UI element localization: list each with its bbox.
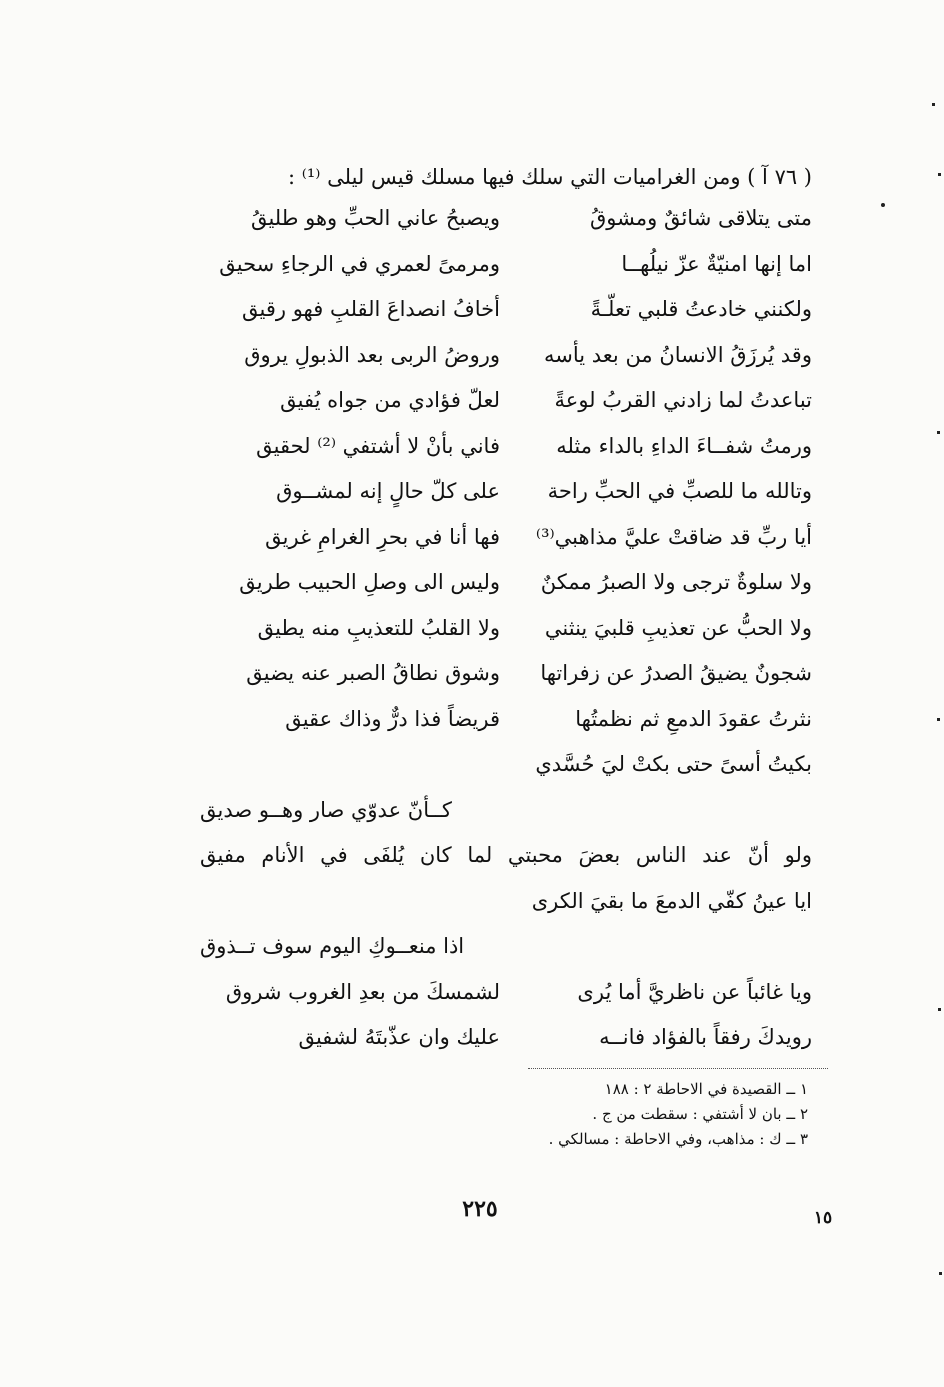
verse-second-hemistich: أخافُ انصداعَ القلبِ فهو رقيق [242, 297, 500, 321]
verse-second-hemistich: وروضُ الربى بعد الذبولِ يروق [244, 342, 500, 367]
verse-full-line: اذا منعــوكِ اليوم سوف تــذوق [200, 934, 465, 958]
poem-line [200, 926, 812, 972]
scan-mark [937, 718, 940, 721]
scan-mark [932, 103, 935, 106]
poem-line [200, 517, 812, 563]
verse-first-hemistich: ورمتُ شفــاءَ الداءِ بالداء مثله [556, 433, 812, 458]
page-number: ٢٢٥ [462, 1196, 498, 1222]
verse-first-hemistich: وقد يُرزَقُ الانسانُ من بعد يأسه [544, 342, 812, 367]
verse-full-line: كــأنّ عدوّي صار وهــو صديق [200, 797, 452, 822]
verse-first-hemistich: شجونٌ يضيقُ الصدرُ عن زفراتها [540, 661, 812, 685]
poem-line [200, 198, 812, 244]
scan-mark [939, 1272, 942, 1275]
poem-line [200, 608, 812, 654]
poem-line [200, 335, 812, 381]
poem-line [200, 881, 812, 927]
verse-second-hemistich: ومرمىً لعمري في الرجاءِ سحيق [219, 251, 500, 276]
scan-mark [881, 203, 885, 207]
verse-second-hemistich: عليك وان عذّبتَهُ لشفيق [298, 1025, 500, 1049]
verse-first-hemistich: اما إنها امنيّةٌ عزّ نيلُهــا [621, 251, 812, 276]
verse-second-hemistich: وشوق نطاقُ الصبر عنه يضيق [246, 661, 500, 685]
verse-second-hemistich: ويصبحُ عاني الحبِّ وهو طليقُ [250, 206, 500, 230]
footnote-divider [528, 1068, 828, 1069]
poem-line [200, 244, 812, 290]
verse-second-hemistich: على كلّ حالٍ إنه لمشــوق [276, 479, 500, 503]
verse-full-line: ولو أنّ عند الناس بعضَ محبتي لما كان يُلفَى في الأنام مفيق [200, 843, 812, 867]
verse-first-hemistich: نثرتُ عقودَ الدمعِ ثم نظمتُها [575, 706, 812, 731]
verse-second-hemistich: لعلّ فؤادي من جواه يُفيق [280, 388, 500, 412]
scan-mark [937, 431, 940, 434]
verse-second-hemistich: فاني بأنْ لا أشتفي ⁽²⁾ لحقيق [256, 433, 500, 458]
verse-first-hemistich: ولا سلوةٌ ترجى ولا الصبرُ ممكنٌ [540, 570, 812, 594]
poem-line [200, 790, 812, 836]
poem-line [200, 426, 812, 472]
verse-first-hemistich: أيا ربِّ قد ضاقتْ عليَّ مذاهبي⁽³⁾ [535, 524, 812, 549]
footnote-3: ٣ ــ ك : مذاهب، وفي الاحاطة : مسالكي . [548, 1130, 808, 1148]
verse-second-hemistich: فها أنا في بحرِ الغرامِ غريق [265, 524, 500, 549]
poem-line [200, 835, 812, 881]
verse-full-line: ايا عينُ كفّي الدمعَ ما بقيَ الكرى [531, 888, 812, 913]
footnote-2: ٢ ــ بان لا أشتفي : سقطت من ج . [592, 1105, 808, 1123]
scan-mark [938, 1008, 941, 1011]
poem-line [200, 471, 812, 517]
poem-body [200, 198, 812, 1063]
poem-line [200, 380, 812, 426]
verse-full-line: بكيتُ أسىً حتى بكتْ ليَ حُسَّدي [535, 752, 812, 776]
signature-mark: ١٥ [813, 1208, 833, 1228]
verse-first-hemistich: متى يتلاقى شائقٌ ومشوقُ [590, 206, 812, 230]
verse-second-hemistich: قريضاً فذا درٌّ وذاك عقيق [285, 706, 500, 731]
poem-line [200, 699, 812, 745]
poem-line [200, 1017, 812, 1063]
poem-line [200, 653, 812, 699]
poem-line [200, 289, 812, 335]
verse-second-hemistich: ولا القلبُ للتعذيبِ منه يطيق [257, 615, 500, 640]
scan-mark [938, 173, 941, 176]
verse-first-hemistich: ولا الحبُّ عن تعذيبِ قلبيَ ينثني [544, 615, 812, 640]
verse-first-hemistich: ولكنني خادعتُ قلبي تعلّـةً [590, 297, 812, 321]
footnote-1: ١ ــ القصيدة في الاحاطة ٢ : ١٨٨ [604, 1080, 808, 1098]
poem-line [200, 972, 812, 1018]
poem-line [200, 744, 812, 790]
verse-first-hemistich: تباعدتُ لما زادني القربُ لوعةً [554, 388, 812, 412]
verse-first-hemistich: رويدكَ رفقاً بالفؤاد فانــه [599, 1025, 812, 1049]
poem-line [200, 562, 812, 608]
verse-first-hemistich: وتالله ما للصبِّ في الحبِّ راحة [547, 479, 812, 503]
verse-first-hemistich: ويا غائباً عن ناظريَّ أما يُرى [577, 979, 812, 1004]
footnotes [430, 1077, 808, 1152]
poem-heading: ( ٧٦ آ ) ومن الغراميات التي سلك فيها مسلك قيس ليلى ⁽¹⁾ : [287, 165, 812, 189]
verse-second-hemistich: وليس الى وصلِ الحبيب طريق [239, 570, 500, 594]
verse-second-hemistich: لشمسكَ من بعدِ الغروب شروق [225, 979, 500, 1004]
